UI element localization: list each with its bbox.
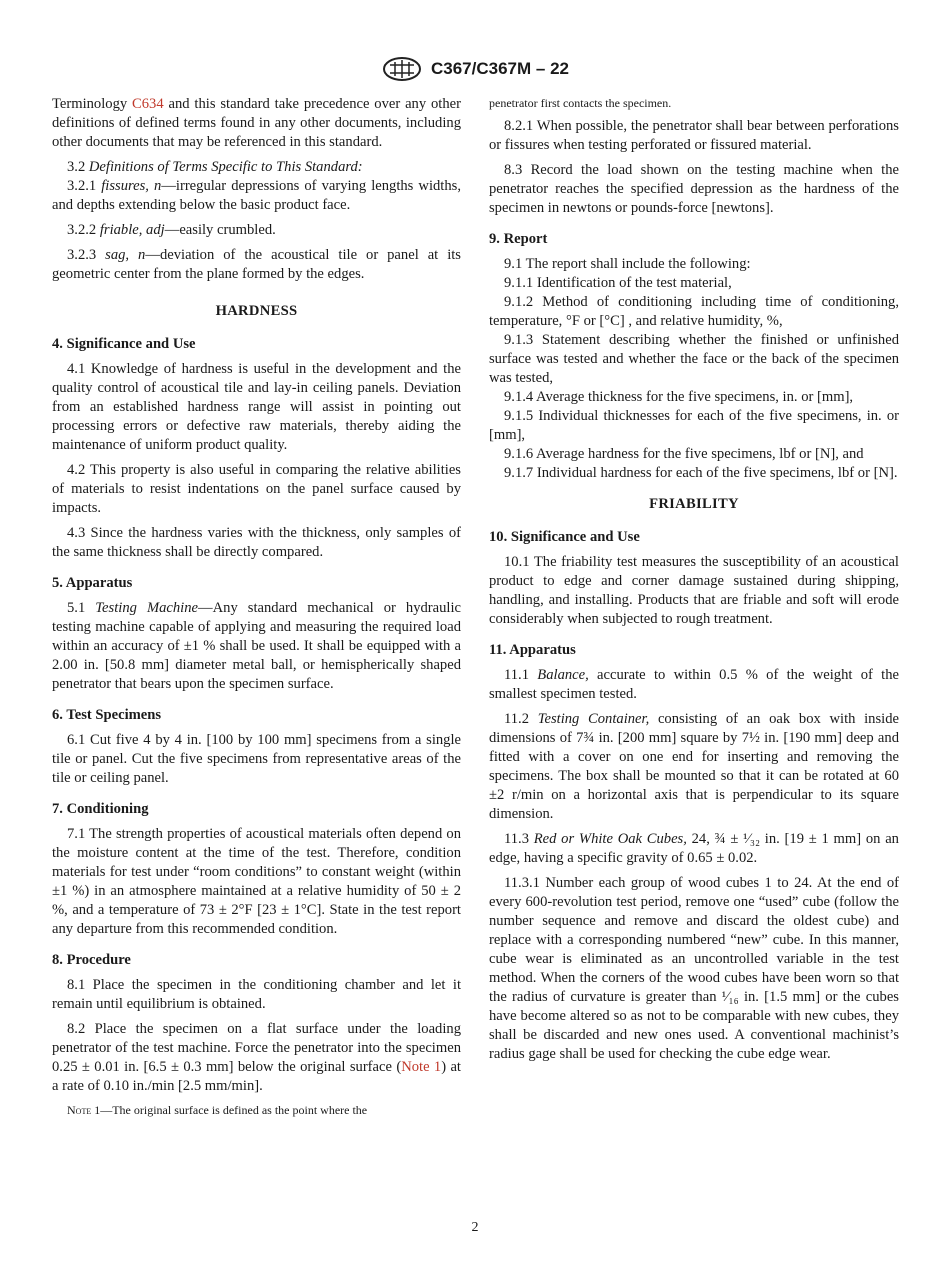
paragraph-9-1-4: 9.1.4 Average thickness for the five specimens, in. or [mm], — [504, 389, 854, 405]
heading-4: 4. Significance and Use — [52, 336, 196, 352]
page-number: 2 — [471, 1220, 479, 1235]
standard-code: C367/C367M – 22 — [431, 59, 569, 78]
paragraph-8-1: 8.1 Place the specimen in the conditioning chamber and let it remain until equilibrium is obtained. — [52, 977, 461, 1012]
heading-6: 6. Test Specimens — [52, 707, 162, 723]
paragraph-4-1: 4.1 Knowledge of hardness is useful in the development and the quality control of acoustical tile and lay-in ceiling panels. Deviation from an established hardness range will assist in pointing out processing errors or defective raw materials, thereby aiding the maintenance of uniform product quality. — [52, 361, 461, 453]
paragraph-11-2: 11.2 Testing Container, consisting of an oak box with inside dimensions of 7¾ in. [200 mm] square by 7½ in. [190 mm] deep and fitted with a cover on one end for inserting and removing the specimens. The box shall be mounted so that it can be rotated at 60 ±2 r/min on a horizontal axis that is perpendicular to its square dimension. — [489, 711, 899, 822]
heading-11: 11. Apparatus — [489, 642, 576, 658]
c634-link[interactable]: C634 — [132, 96, 164, 112]
paragraph-9-1-1: 9.1.1 Identification of the test material, — [504, 275, 732, 291]
paragraph-9-1-7: 9.1.7 Individual hardness for each of the five specimens, lbf or [N]. — [504, 465, 898, 481]
section-title-friability: FRIABILITY — [649, 496, 739, 512]
paragraph-10-1: 10.1 The friability test measures the susceptibility of an acoustical product to edge and corner damage sustained during shipping, handling, and installing. Products that are friable and soft will erode considerably when subjected to rough treatment. — [489, 554, 899, 627]
left-column — [52, 95, 461, 1118]
paragraph-4-3: 4.3 Since the hardness varies with the thickness, only samples of the same thickness shall be directly compared. — [52, 525, 461, 560]
paragraph-4-2: 4.2 This property is also useful in comparing the relative abilities of materials to resist indentations on the panel surface caused by impacts. — [52, 462, 461, 516]
right-column — [489, 95, 899, 1070]
heading-9: 9. Report — [489, 231, 548, 247]
note-1-continued: penetrator first contacts the specimen. — [489, 96, 672, 110]
heading-5: 5. Apparatus — [52, 575, 133, 591]
paragraph-8-3: 8.3 Record the load shown on the testing machine when the penetrator reaches the specified depression as the hardness of the specimen in newtons or pounds-force [newtons]. — [489, 162, 899, 216]
heading-8: 8. Procedure — [52, 952, 131, 968]
paragraph-9-1-6: 9.1.6 Average hardness for the five specimens, lbf or [N], and — [504, 446, 864, 462]
paragraph-8-2-1: 8.2.1 When possible, the penetrator shall bear between perforations or fissures when testing perforated or fissured material. — [489, 118, 899, 153]
paragraph-3-2: 3.2 Definitions of Terms Specific to This Standard: — [67, 159, 363, 175]
paragraph-9-1-3: 9.1.3 Statement describing whether the finished or unfinished surface was tested and whether the face or the back of the specimen was tested, — [489, 332, 899, 386]
paragraph-11-1: 11.1 Balance, accurate to within 0.5 % of the weight of the smallest specimen tested. — [489, 667, 899, 702]
paragraph-8-2: 8.2 Place the specimen on a flat surface under the loading penetrator of the test machine. Force the penetrator into the specimen 0.25 ± 0.01 in. [6.5 ± 0.3 mm] below the original surface (Note 1) at a rate of 0.10 in./min [2.5 mm/min]. — [52, 1021, 461, 1094]
paragraph-3-2-3: 3.2.3 sag, n—deviation of the acoustical tile or panel at its geometric center from the plane formed by the edges. — [52, 247, 461, 282]
paragraph-9-1-2: 9.1.2 Method of conditioning including time of conditioning, temperature, °F or [°C] , and relative humidity, %, — [489, 294, 899, 329]
paragraph-terminology: Terminology C634 and this standard take precedence over any other definitions of defined terms found in any other documents, including other documents that may be referenced in this standard. — [52, 96, 461, 150]
note-1-link[interactable]: Note 1 — [401, 1059, 442, 1075]
section-title-hardness: HARDNESS — [215, 303, 298, 319]
paragraph-9-1-5: 9.1.5 Individual thicknesses for each of the five specimens, in. or [mm], — [489, 408, 899, 443]
page-header — [0, 56, 950, 82]
note-1: Note 1—The original surface is defined as the point where the — [67, 1103, 368, 1117]
paragraph-11-3-1: 11.3.1 Number each group of wood cubes 1 to 24. At the end of every 600-revolution test period, remove one “used” cube (follow the number sequence and remove and discard the oldest cube) and replace with a corresponding numbered “new” cube. In this manner, cube wear is eliminated as an uncontrolled variable in the test method. When the corners of the wood cubes have been worn so that the radius of curvature is greater than ¹⁄₁₆ in. [1.5 mm] or the cubes have become altered so as not to be comparable with new cubes, they shall be discarded and new ones used. A conventional machinist’s radius gage shall be used for checking the cube edge wear. — [489, 875, 899, 1062]
paragraph-11-3: 11.3 Red or White Oak Cubes, 24, ¾ ± ¹⁄₃₂ in. [19 ± 1 mm] on an edge, having a specific gravity of 0.65 ± 0.02. — [489, 831, 899, 866]
paragraph-6-1: 6.1 Cut five 4 by 4 in. [100 by 100 mm] specimens from a single tile or panel. Cut the five specimens from representative areas of the tile or ceiling panel. — [52, 732, 461, 786]
paragraph-3-2-2: 3.2.2 friable, adj—easily crumbled. — [67, 222, 276, 238]
paragraph-5-1: 5.1 Testing Machine—Any standard mechanical or hydraulic testing machine capable of applying and measuring the required load within an accuracy of ±1 % shall be used. It shall be equipped with a 2.00 in. [50.8 mm] diameter metal ball, or hemispherically shaped penetrator that bears upon the specimen surface. — [52, 600, 462, 692]
astm-logo-icon — [381, 56, 423, 82]
paragraph-3-2-1: 3.2.1 fissures, n—irregular depressions of varying lengths widths, and depths extending below the basic product face. — [52, 178, 461, 213]
paragraph-9-1: 9.1 The report shall include the following: — [504, 256, 751, 272]
heading-10: 10. Significance and Use — [489, 529, 640, 545]
paragraph-7-1: 7.1 The strength properties of acoustical materials often depend on the moisture content at the time of the test. Therefore, condition materials for test under “room conditions” to constant weight (within ±1 %) in an atmosphere maintained at a relative humidity of 50 ± 2 %, and a temperature of 73 ± 2°F [23 ± 1°C]. State in the test report any departure from this recommended condition. — [52, 826, 461, 937]
heading-7: 7. Conditioning — [52, 801, 149, 817]
